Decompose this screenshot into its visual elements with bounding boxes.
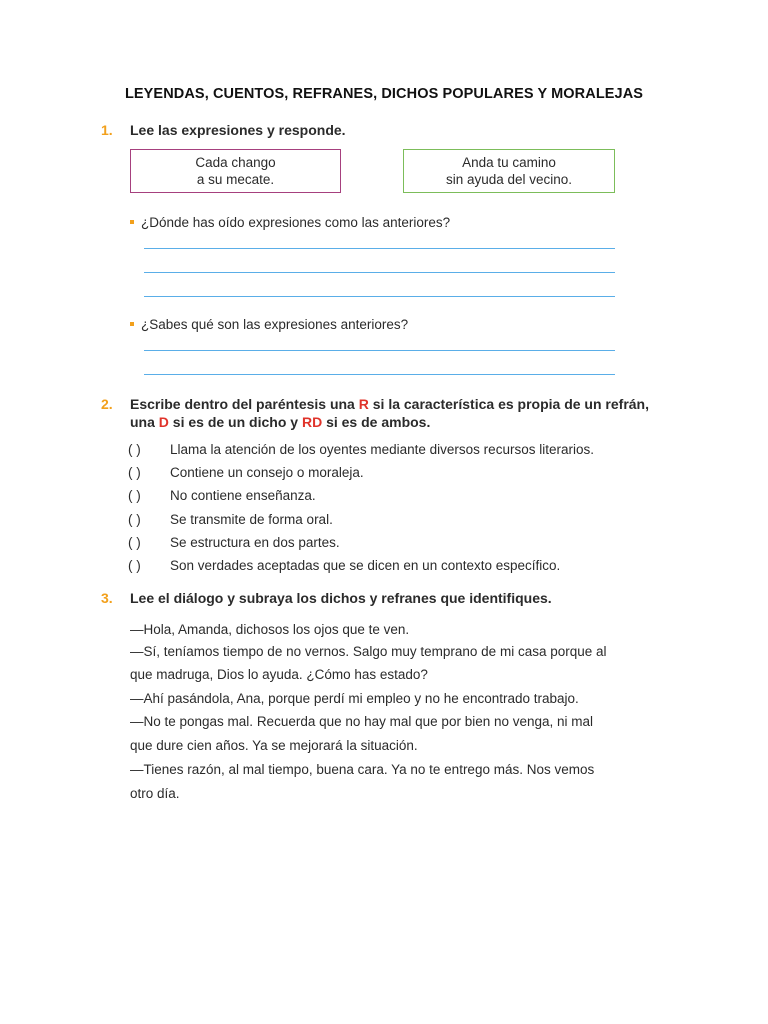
question-3-number: 3. [101, 590, 113, 606]
letter-r: R [358, 396, 369, 412]
characteristic-item [128, 442, 594, 457]
expression-box-left [130, 149, 341, 193]
answer-parenthesis[interactable]: ( ) [128, 512, 141, 527]
characteristic-text: Llama la atención de los oyentes mediante diversos recursos literarios. [170, 442, 594, 457]
characteristic-item [128, 465, 364, 480]
question-3-text: Lee el diálogo y subraya los dichos y refranes que identifiques. [130, 590, 552, 606]
dialogue-line: —Hola, Amanda, dichosos los ojos que te ven. [130, 622, 410, 637]
answer-parenthesis[interactable]: ( ) [128, 488, 141, 503]
answer-line-3[interactable] [144, 296, 615, 297]
dialogue-line: otro día. [130, 786, 180, 801]
question-1-bullet-2 [130, 317, 408, 332]
answer-parenthesis[interactable]: ( ) [128, 558, 141, 573]
q2-text-part: si es de ambos. [322, 414, 431, 430]
answer-line-2[interactable] [144, 272, 615, 273]
q2-text-part: Escribe dentro del paréntesis una [130, 396, 359, 412]
expression-right-line1: Anda tu camino [462, 155, 556, 170]
question-2-text [130, 395, 649, 431]
letter-d: D [158, 414, 169, 430]
characteristic-text: Se transmite de forma oral. [170, 512, 333, 527]
letters-rd: RD [301, 414, 323, 430]
question-2-number: 2. [101, 396, 113, 412]
answer-line-1[interactable] [144, 248, 615, 249]
dialogue-line: que madruga, Dios lo ayuda. ¿Cómo has estado? [130, 667, 428, 682]
characteristic-item [128, 558, 560, 573]
characteristic-text: No contiene enseñanza. [170, 488, 316, 503]
dialogue-line: —No te pongas mal. Recuerda que no hay mal que por bien no venga, ni mal [130, 714, 594, 729]
answer-parenthesis[interactable]: ( ) [128, 465, 141, 480]
answer-parenthesis[interactable]: ( ) [128, 535, 141, 550]
bullet-2-text: ¿Sabes qué son las expresiones anteriores? [141, 317, 409, 332]
answer-line-4[interactable] [144, 350, 615, 351]
expression-left-line2: a su mecate. [196, 172, 275, 187]
expression-box-right [403, 149, 615, 193]
dialogue-line: —Ahí pasándola, Ana, porque perdí mi empleo y no he encontrado trabajo. [130, 691, 579, 706]
question-1-text: Lee las expresiones y responde. [130, 122, 346, 138]
characteristic-item [128, 512, 333, 527]
question-1-number: 1. [101, 122, 113, 138]
page-title: LEYENDAS, CUENTOS, REFRANES, DICHOS POPULARES Y MORALEJAS [124, 86, 644, 102]
answer-line-5[interactable] [144, 374, 615, 375]
characteristic-text: Son verdades aceptadas que se dicen en un contexto específico. [170, 558, 561, 573]
bullet-1-text: ¿Dónde has oído expresiones como las anteriores? [141, 215, 451, 230]
characteristic-item [128, 488, 316, 503]
dialogue-line: —Tienes razón, al mal tiempo, buena cara. Ya no te entrego más. Nos vemos [130, 762, 595, 777]
question-1-bullet-1 [130, 215, 450, 230]
characteristic-text: Se estructura en dos partes. [170, 535, 340, 550]
q2-text-part: si la característica es propia de un refrán, [368, 396, 649, 412]
dialogue-line: —Sí, teníamos tiempo de no vernos. Salgo muy temprano de mi casa porque al [130, 644, 607, 659]
answer-parenthesis[interactable]: ( ) [128, 442, 141, 457]
expression-left-line1: Cada chango [195, 155, 276, 170]
q2-text-part: una [130, 414, 159, 430]
q2-text-part: si es de un dicho y [168, 414, 302, 430]
bullet-icon [130, 322, 134, 326]
characteristic-item [128, 535, 340, 550]
expression-right-line2: sin ayuda del vecino. [445, 172, 573, 187]
dialogue-line: que dure cien años. Ya se mejorará la situación. [130, 738, 418, 753]
characteristic-text: Contiene un consejo o moraleja. [170, 465, 364, 480]
bullet-icon [130, 220, 134, 224]
